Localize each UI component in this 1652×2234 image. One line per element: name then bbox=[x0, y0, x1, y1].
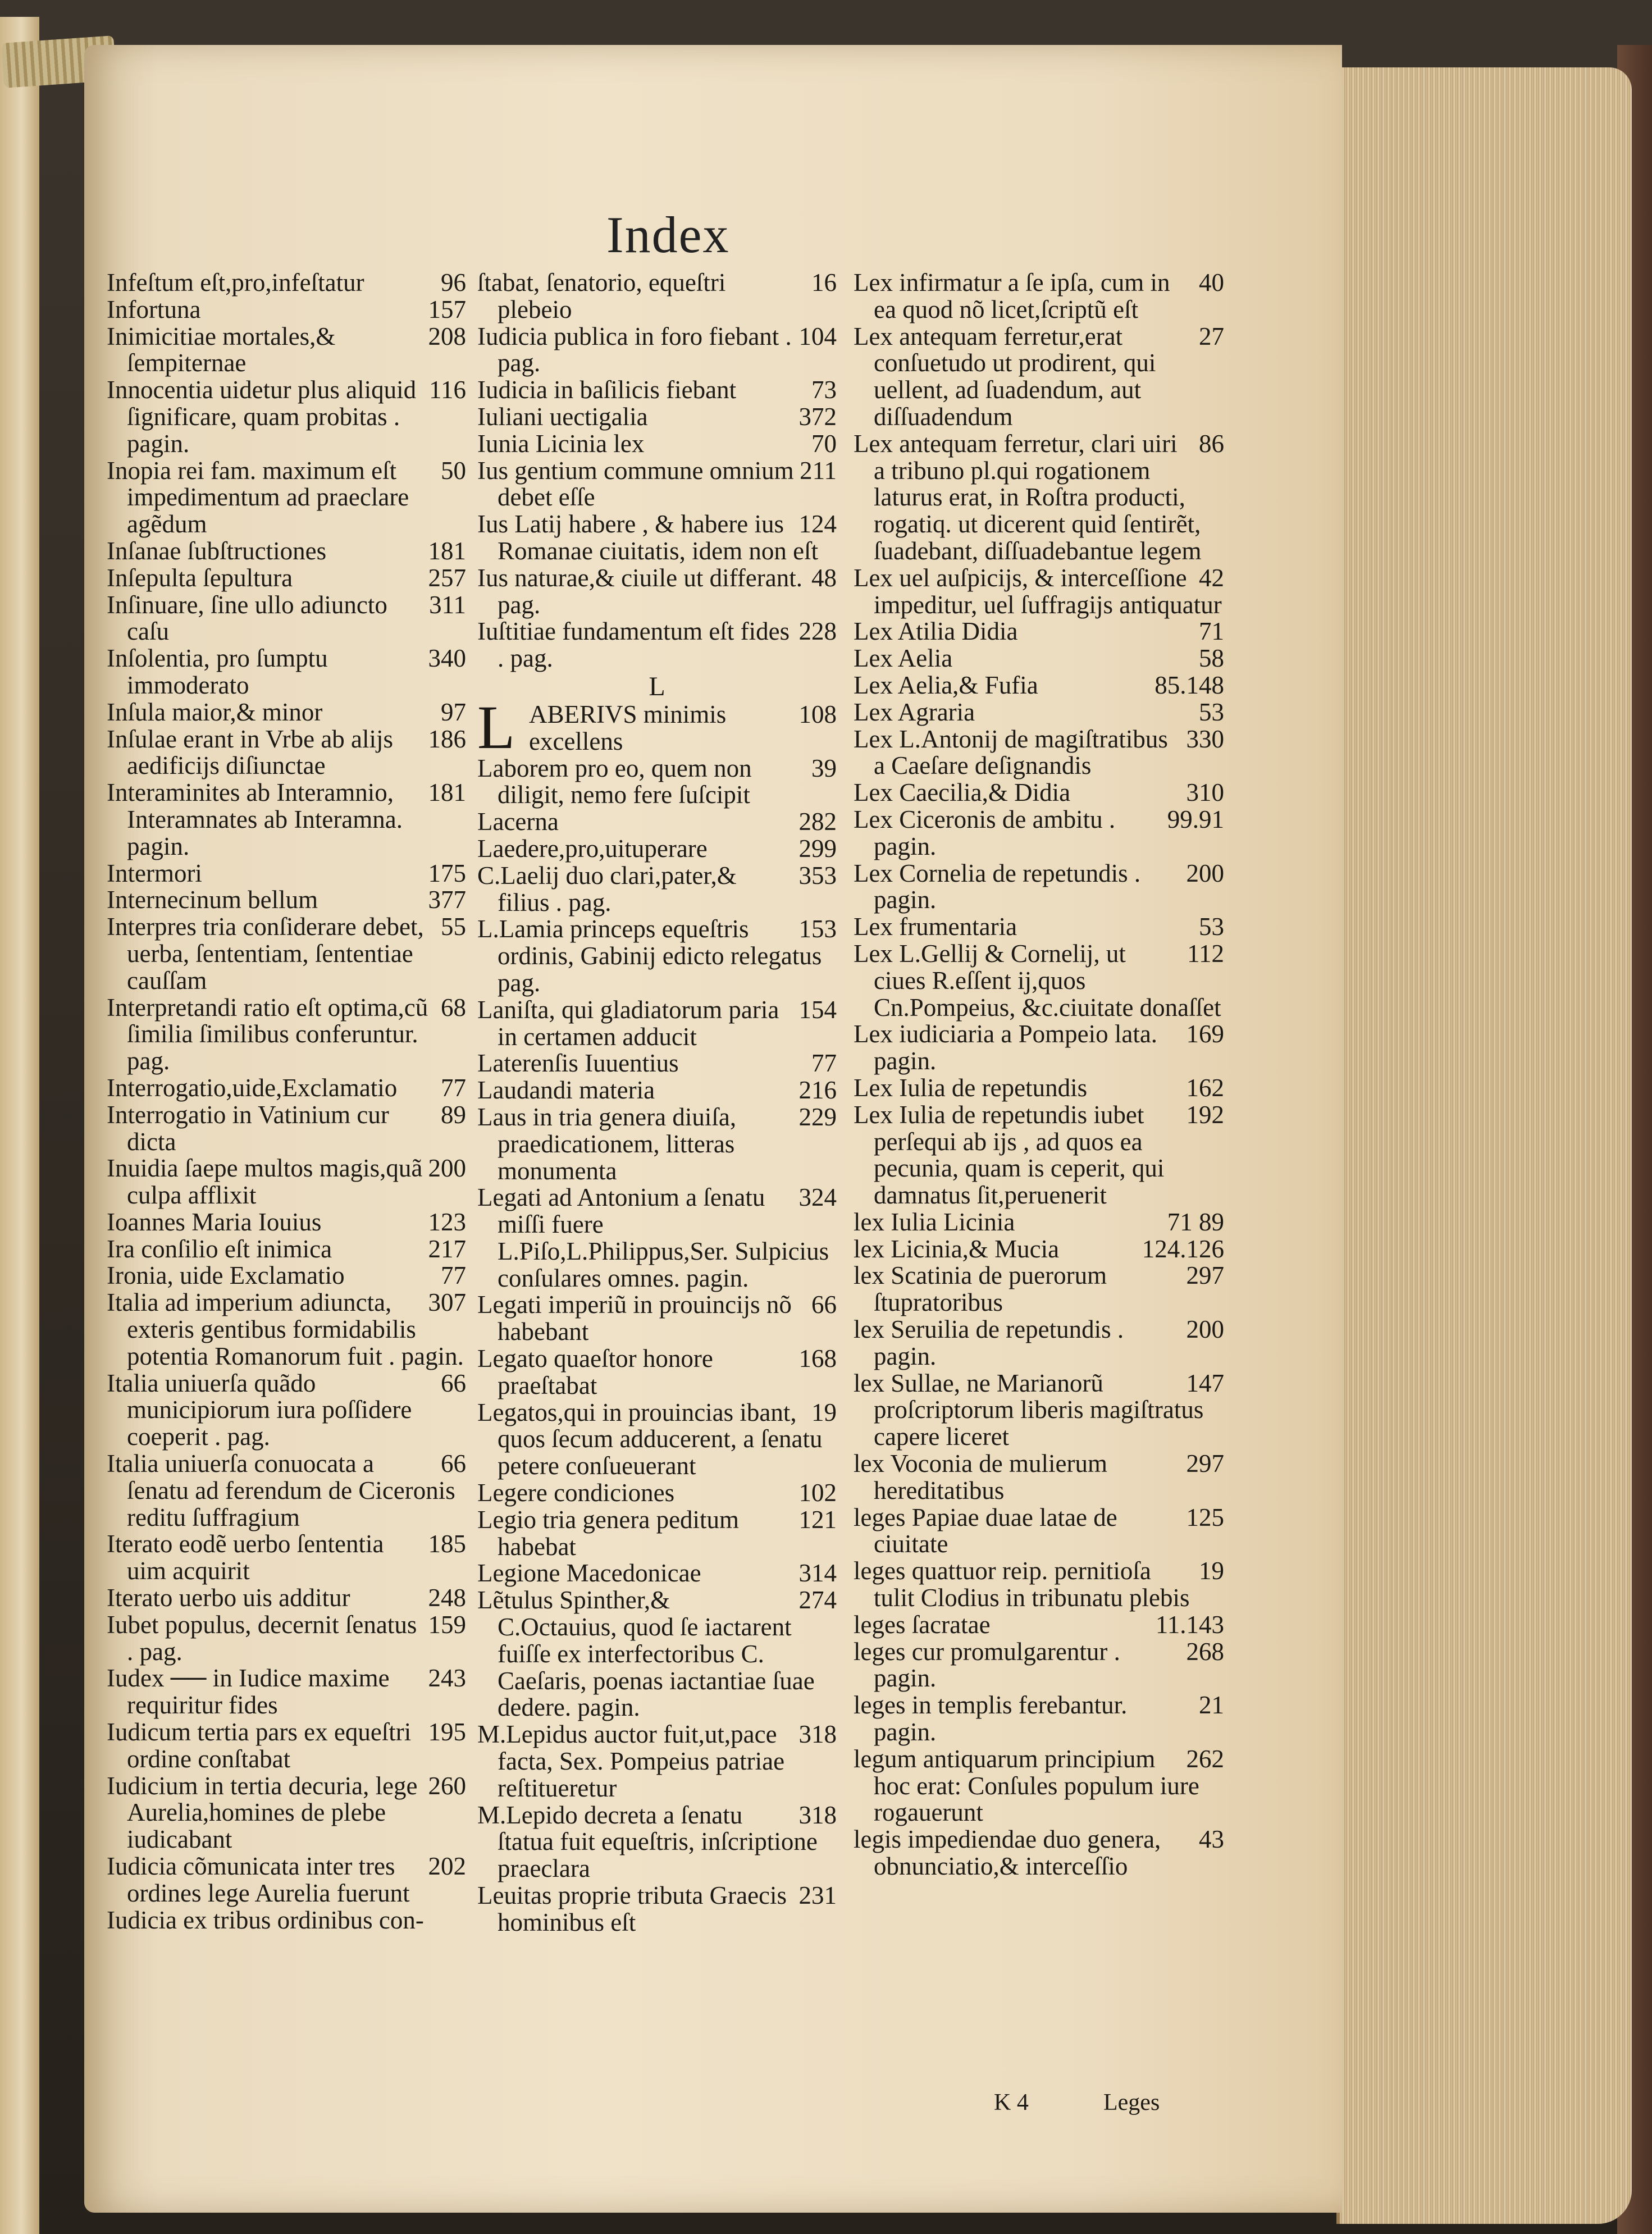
index-entry-dropcap bbox=[477, 692, 837, 762]
entry-text: Laedere,pro,uituperare bbox=[477, 834, 708, 863]
index-entry bbox=[854, 1451, 1224, 1504]
index-entry bbox=[107, 1853, 466, 1907]
page-reference: 307 bbox=[428, 1288, 466, 1317]
index-entry bbox=[854, 1316, 1224, 1370]
entry-text: Legatos,qui in prouincias ibant, quos ſecum adducerent, a ſenatu petere conſueuerant bbox=[477, 1398, 823, 1480]
index-entry bbox=[477, 431, 837, 458]
entry-text: Iuliani uectigalia bbox=[477, 402, 648, 431]
page-reference: 66 bbox=[811, 1291, 837, 1319]
index-entry bbox=[477, 377, 837, 404]
index-column-3 bbox=[854, 270, 1224, 1880]
page-reference: 53 bbox=[1199, 913, 1224, 941]
index-column-1 bbox=[107, 270, 466, 1934]
page-reference: 200 bbox=[428, 1154, 466, 1183]
entry-text: Lex Ciceronis de ambitu . pagin. bbox=[854, 805, 1116, 860]
page-reference: 311 bbox=[429, 590, 466, 619]
entry-text: Legio tria genera peditum habebat bbox=[477, 1505, 740, 1561]
entry-text: Lex Iulia de repetundis bbox=[854, 1073, 1088, 1102]
index-entry bbox=[107, 1155, 466, 1209]
entry-text: Iudicia ex tribus ordinibus con- bbox=[107, 1905, 424, 1934]
index-entry bbox=[477, 618, 837, 672]
entry-text: Iudex ── in Iudice maxime requiritur fides bbox=[107, 1664, 390, 1720]
index-entry bbox=[107, 1585, 466, 1612]
index-entry bbox=[854, 1370, 1224, 1451]
entry-text: Inuidia ſaepe multos magis,quã culpa afflixit bbox=[107, 1154, 423, 1210]
page-reference: 77 bbox=[441, 1073, 466, 1102]
page-reference: 372 bbox=[798, 402, 837, 431]
page-reference: 318 bbox=[798, 1800, 837, 1829]
index-entry bbox=[107, 1289, 466, 1370]
index-entry bbox=[477, 511, 837, 565]
index-entry bbox=[107, 1370, 466, 1451]
index-entry bbox=[107, 1262, 466, 1289]
page-reference: 71 89 bbox=[1167, 1207, 1224, 1236]
entry-text: Iubet populus, decernit ſenatus . pag. bbox=[107, 1610, 417, 1666]
page-reference: 21 bbox=[1199, 1691, 1224, 1720]
index-entry bbox=[477, 1184, 837, 1292]
index-entry bbox=[477, 863, 837, 917]
page-reference: 192 bbox=[1186, 1100, 1224, 1129]
entry-text: Lex frumentaria bbox=[854, 913, 1017, 941]
index-entry bbox=[854, 860, 1224, 914]
page-reference: 248 bbox=[428, 1584, 466, 1612]
index-entry bbox=[107, 1907, 466, 1934]
page-reference: 340 bbox=[428, 644, 466, 673]
entry-text: Laterenſis Iuuentius bbox=[477, 1049, 679, 1078]
index-entry bbox=[854, 270, 1224, 323]
page-reference: 200 bbox=[1186, 1315, 1224, 1344]
page-reference: 168 bbox=[798, 1344, 837, 1373]
page-reference: 202 bbox=[428, 1852, 466, 1881]
entry-text: L.Lamia princeps equeſtris ordinis, Gabinij edicto relegatus pag. bbox=[477, 915, 822, 997]
index-column-2 bbox=[477, 270, 837, 1936]
page-reference: 299 bbox=[798, 834, 837, 863]
entry-text: Lex antequam ferretur, clari uiri a tribuno pl.qui rogationem laturus erat, in Roſtra producti, rogatiq. ut dicerent quid ſentirẽt, ſuadebant, diſſuadebantue legem bbox=[854, 429, 1202, 565]
entry-text: Legati ad Antonium a ſenatu miſſi fuere L.Piſo,L.Philippus,Ser. Sulpicius conſulares omnes. pagin. bbox=[477, 1183, 829, 1292]
page-reference: 108 bbox=[798, 700, 837, 728]
page-reference: 112 bbox=[1187, 939, 1224, 968]
page-reference: 262 bbox=[1186, 1744, 1224, 1773]
index-entry bbox=[854, 1102, 1224, 1209]
entry-text: Lẽtulus Spinther,& C.Octauius, quod ſe iactarent fuiſſe ex interfectoribus C. Caeſaris, poenas iactantiae ſuae dedere. pagin. bbox=[477, 1586, 815, 1722]
entry-text: Legato quaeſtor honore praeſtabat bbox=[477, 1344, 713, 1399]
page-reference: 73 bbox=[811, 376, 837, 404]
index-entry bbox=[854, 1692, 1224, 1746]
page-reference: 282 bbox=[798, 808, 837, 836]
index-entry bbox=[477, 1292, 837, 1346]
entry-text: Inimicitiae mortales,& ſempiternae bbox=[107, 322, 336, 377]
index-entry bbox=[854, 1612, 1224, 1639]
index-entry bbox=[107, 779, 466, 860]
page-reference: 229 bbox=[798, 1102, 837, 1131]
index-entry bbox=[854, 672, 1224, 699]
page-reference: 195 bbox=[428, 1718, 466, 1747]
index-entry bbox=[107, 995, 466, 1075]
entry-text: Iudicia publica in foro fiebant . pag. bbox=[477, 322, 792, 377]
entry-text: Inſinuare, ſine ullo adiuncto caſu bbox=[107, 590, 387, 646]
index-entry bbox=[854, 1021, 1224, 1075]
drop-cap: L bbox=[477, 692, 515, 762]
index-entry bbox=[107, 1075, 466, 1102]
page-reference: 48 bbox=[811, 563, 837, 592]
page-reference: 89 bbox=[441, 1100, 466, 1129]
entry-text: Inſepulta ſepultura bbox=[107, 563, 293, 592]
index-entry bbox=[107, 1612, 466, 1666]
entry-text: Leuitas proprie tributa Graecis hominibus eſt bbox=[477, 1881, 787, 1936]
page-reference: 16 bbox=[811, 268, 837, 297]
index-entry bbox=[477, 458, 837, 512]
section-letter-heading: L bbox=[649, 671, 665, 701]
index-entry bbox=[477, 1077, 837, 1104]
page-reference: 169 bbox=[1186, 1020, 1224, 1048]
entry-text: Interrogatio in Vatinium cur dicta bbox=[107, 1100, 389, 1156]
entry-text: Lex L.Gellij & Cornelij, ut ciues R.eſſent ij,quos Cn.Pompeius, &c.ciuitate donaſſet bbox=[854, 939, 1221, 1022]
index-entry bbox=[854, 914, 1224, 941]
index-entry bbox=[854, 941, 1224, 1021]
entry-text: lex Sullae, ne Marianorũ proſcriptorum liberis magiſtratus capere liceret bbox=[854, 1369, 1204, 1451]
entry-text: Lex Cornelia de repetundis . pagin. bbox=[854, 859, 1141, 914]
index-entry bbox=[854, 1504, 1224, 1558]
entry-text: Iterato uerbo uis additur bbox=[107, 1584, 350, 1612]
index-entry bbox=[107, 1719, 466, 1773]
entry-text: legis impediendae duo genera, obnunciatio,& interceſſio bbox=[854, 1825, 1161, 1881]
entry-text: ſtabat, ſenatorio, equeſtri plebeio bbox=[477, 268, 726, 323]
page-reference: 97 bbox=[441, 697, 466, 726]
index-entry bbox=[107, 645, 466, 699]
page-reference: 274 bbox=[798, 1586, 837, 1615]
index-entry bbox=[477, 1480, 837, 1507]
entry-text: Italia ad imperium adiuncta, exteris gentibus formidabilis potentia Romanorum fuit . pagin. bbox=[107, 1288, 464, 1370]
page-reference: 231 bbox=[798, 1881, 837, 1910]
entry-text: Lex iudiciaria a Pompeio lata. pagin. bbox=[854, 1020, 1158, 1075]
page-reference: 40 bbox=[1199, 268, 1224, 297]
index-entry bbox=[107, 726, 466, 780]
entry-text: Inſula maior,& minor bbox=[107, 697, 323, 726]
index-entry bbox=[854, 1075, 1224, 1102]
entry-text: Lex uel auſpicijs, & interceſſione impeditur, uel ſuffragijs antiquatur bbox=[854, 563, 1222, 619]
entry-text: Italia uniuerſa conuocata a ſenatu ad ferendum de Ciceronis reditu ſuffragium bbox=[107, 1449, 455, 1531]
page-reference: 147 bbox=[1186, 1369, 1224, 1397]
entry-text: Ironia, uide Exclamatio bbox=[107, 1261, 345, 1290]
entry-text: C.Laelij duo clari,pater,& filius . pag. bbox=[477, 861, 737, 917]
page-reference: 377 bbox=[428, 886, 466, 914]
page-reference: 268 bbox=[1186, 1637, 1224, 1666]
page-reference: 181 bbox=[428, 778, 466, 807]
index-entry bbox=[107, 914, 466, 994]
index-entry bbox=[854, 565, 1224, 619]
index-entry bbox=[107, 887, 466, 914]
entry-text: Ira conſilio eſt inimica bbox=[107, 1234, 332, 1263]
index-entry bbox=[477, 1882, 837, 1936]
page-reference: 77 bbox=[811, 1049, 837, 1078]
index-entry bbox=[107, 297, 466, 323]
page-reference: 121 bbox=[798, 1505, 837, 1534]
page-reference: 50 bbox=[441, 456, 466, 485]
page-reference: 159 bbox=[428, 1610, 466, 1639]
entry-text: Interaminites ab Interamnio, Interamnates ab Interamna. pagin. bbox=[107, 778, 403, 860]
entry-text: leges quattuor reip. pernitioſa tulit Clodius in tribunatu plebis bbox=[854, 1557, 1190, 1612]
entry-text: Iudicia in baſilicis fiebant bbox=[477, 376, 737, 404]
entry-text: Italia uniuerſa quãdo municipiorum iura poſſidere coeperit . pag. bbox=[107, 1369, 412, 1451]
index-entry bbox=[477, 755, 837, 809]
page-reference: 66 bbox=[441, 1369, 466, 1397]
page-reference: 324 bbox=[798, 1183, 837, 1212]
page-reference: 99.91 bbox=[1167, 805, 1224, 833]
index-entry bbox=[854, 645, 1224, 672]
index-entry bbox=[477, 323, 837, 377]
index-entry bbox=[854, 1262, 1224, 1316]
page-reference: 217 bbox=[428, 1234, 466, 1263]
entry-text: Lacerna bbox=[477, 808, 559, 836]
page-reference: 71 bbox=[1199, 617, 1224, 646]
page-reference: 55 bbox=[441, 913, 466, 941]
page-reference: 124 bbox=[798, 510, 837, 539]
entry-text: Interrogatio,uide,Exclamatio bbox=[107, 1073, 398, 1102]
page-reference: 260 bbox=[428, 1771, 466, 1800]
page-reference: 102 bbox=[798, 1479, 837, 1507]
entry-text: Legati imperiũ in prouincijs nõ habebant bbox=[477, 1291, 792, 1346]
index-entry bbox=[107, 270, 466, 297]
page-reference: 185 bbox=[428, 1530, 466, 1558]
page-reference: 86 bbox=[1199, 429, 1224, 458]
entry-text: Inſolentia, pro ſumptu immoderato bbox=[107, 644, 328, 699]
index-entry bbox=[477, 1346, 837, 1399]
page-reference: 243 bbox=[428, 1664, 466, 1693]
entry-text: Lex Agraria bbox=[854, 697, 975, 726]
entry-text: Iuſtitiae fundamentum eſt fides . pag. bbox=[477, 617, 790, 673]
page-reference: 208 bbox=[428, 322, 466, 350]
index-entry bbox=[107, 1665, 466, 1719]
index-entry bbox=[477, 565, 837, 619]
entry-text: lex Scatinia de puerorum ſtupratoribus bbox=[854, 1261, 1107, 1317]
index-entry bbox=[107, 565, 466, 592]
entry-text: Ius naturae,& ciuile ut differant. pag. bbox=[477, 563, 802, 619]
entry-text: M.Lepido decreta a ſenatu ſtatua fuit equeſtris, inſcriptione praeclara bbox=[477, 1800, 818, 1883]
page-reference: 162 bbox=[1186, 1073, 1224, 1102]
index-entry bbox=[477, 1399, 837, 1480]
left-page-edge bbox=[0, 17, 39, 2234]
entry-text: lex Voconia de mulierum hereditatibus bbox=[854, 1449, 1107, 1504]
index-entry bbox=[477, 1104, 837, 1184]
entry-text: Infortuna bbox=[107, 295, 201, 323]
entry-text: Legere condiciones bbox=[477, 1479, 675, 1507]
entry-text: Ioannes Maria Iouius bbox=[107, 1207, 322, 1236]
entry-text: Ius Latij habere , & habere ius Romanae ciuitatis, idem non eſt bbox=[477, 510, 819, 565]
entry-text: Lex Aelia bbox=[854, 644, 953, 673]
index-entry bbox=[477, 1587, 837, 1721]
page-reference: 228 bbox=[798, 617, 837, 646]
entry-text: Ius gentium commune omnium debet eſſe bbox=[477, 456, 794, 512]
index-entry bbox=[107, 592, 466, 646]
entry-text: Internecinum bellum bbox=[107, 886, 318, 914]
page-fore-edge bbox=[1336, 67, 1632, 2224]
page-reference: 96 bbox=[441, 268, 466, 297]
index-entry bbox=[854, 618, 1224, 645]
entry-text: Laniſta, qui gladiatorum paria in certamen adducit bbox=[477, 995, 779, 1051]
entry-text: lex Seruilia de repetundis . pagin. bbox=[854, 1315, 1124, 1370]
index-entry bbox=[854, 323, 1224, 431]
page-reference: 353 bbox=[798, 861, 837, 890]
entry-text: Innocentia uidetur plus aliquid ſignificare, quam probitas . pagin. bbox=[107, 376, 417, 458]
index-entry bbox=[107, 1451, 466, 1531]
entry-text: Inſulae erant in Vrbe ab alijs aedificijs diſiunctae bbox=[107, 724, 394, 780]
page-reference: 53 bbox=[1199, 697, 1224, 726]
index-entry bbox=[854, 699, 1224, 726]
page-reference: 70 bbox=[811, 429, 837, 458]
entry-text: Lex Atilia Didia bbox=[854, 617, 1018, 646]
entry-text: legum antiquarum principium hoc erat: Conſules populum iure rogauerunt bbox=[854, 1744, 1199, 1827]
entry-text: Laborem pro eo, quem non diligit, nemo fere ſuſcipit bbox=[477, 754, 752, 809]
page-reference: 104 bbox=[798, 322, 837, 350]
page-reference: 175 bbox=[428, 859, 466, 887]
page-reference: 297 bbox=[1186, 1449, 1224, 1478]
index-entry bbox=[477, 809, 837, 836]
index-entry bbox=[107, 323, 466, 377]
index-entry bbox=[107, 458, 466, 538]
index-entry bbox=[107, 1773, 466, 1853]
page-reference: 58 bbox=[1199, 644, 1224, 673]
page-reference: 19 bbox=[811, 1398, 837, 1426]
entry-text: ABERIVS minimis excellens bbox=[529, 700, 727, 755]
page-reference: 43 bbox=[1199, 1825, 1224, 1854]
entry-text: lex Licinia,& Mucia bbox=[854, 1234, 1060, 1263]
index-entry bbox=[854, 779, 1224, 806]
page-reference: 153 bbox=[798, 915, 837, 943]
page-reference: 85.148 bbox=[1154, 671, 1224, 699]
index-entry bbox=[854, 1746, 1224, 1826]
index-entry bbox=[107, 860, 466, 887]
signature-mark: K 4 bbox=[994, 2090, 1029, 2116]
page-reference: 123 bbox=[428, 1207, 466, 1236]
index-entry bbox=[477, 1507, 837, 1561]
index-entry bbox=[477, 1560, 837, 1587]
page-reference: 314 bbox=[798, 1559, 837, 1588]
entry-text: Laudandi materia bbox=[477, 1076, 655, 1105]
index-entry bbox=[477, 270, 837, 323]
index-entry bbox=[107, 1236, 466, 1263]
page-reference: 19 bbox=[1199, 1557, 1224, 1585]
entry-text: M.Lepidus auctor fuit,ut,pace facta, Sex. Pompeius patriae reſtitueretur bbox=[477, 1720, 785, 1802]
index-entry bbox=[477, 997, 837, 1051]
index-entry bbox=[854, 1639, 1224, 1693]
index-entry bbox=[107, 538, 466, 565]
index-entry bbox=[477, 404, 837, 431]
page-reference: 330 bbox=[1186, 724, 1224, 753]
index-entry bbox=[854, 1826, 1224, 1880]
catchword: Leges bbox=[1103, 2090, 1160, 2116]
entry-text: Legione Macedonicae bbox=[477, 1559, 701, 1588]
page-reference: 181 bbox=[428, 536, 466, 565]
page-reference: 125 bbox=[1186, 1503, 1224, 1531]
index-entry bbox=[107, 699, 466, 726]
index-entry bbox=[107, 377, 466, 457]
entry-text: Lex L.Antonij de magiſtratibus a Caeſare deſignandis bbox=[854, 724, 1168, 780]
entry-text: leges Papiae duae latae de ciuitate bbox=[854, 1503, 1117, 1558]
entry-text: Lex antequam ferretur,erat conſuetudo ut prodirent, qui uellent, ad ſuadendum, aut diſſuadendum bbox=[854, 322, 1156, 431]
page-reference: 77 bbox=[441, 1261, 466, 1290]
entry-text: leges ſacratae bbox=[854, 1610, 991, 1639]
page-reference: 318 bbox=[798, 1720, 837, 1749]
index-entry bbox=[107, 1531, 466, 1585]
entry-text: Iudicium in tertia decuria, lege Aurelia,homines de plebe iudicabant bbox=[107, 1771, 418, 1854]
page-reference: 39 bbox=[811, 754, 837, 782]
entry-text: Infeſtum eſt,pro,infeſtatur bbox=[107, 268, 364, 297]
index-entry bbox=[854, 1236, 1224, 1263]
index-entry bbox=[854, 431, 1224, 565]
entry-text: Iudicum tertia pars ex equeſtri ordine conſtabat bbox=[107, 1718, 412, 1773]
entry-text: Laus in tria genera diuiſa, praedicationem, litteras monumenta bbox=[477, 1102, 737, 1185]
entry-text: leges in templis ferebantur. pagin. bbox=[854, 1691, 1128, 1747]
entry-text: Interpres tria conſiderare debet, uerba, ſententiam, ſententiae cauſſam bbox=[107, 913, 424, 995]
entry-text: Interpretandi ratio eſt optima,cũ ſimilia ſimilibus conferuntur. pag. bbox=[107, 993, 428, 1075]
index-entry bbox=[477, 1802, 837, 1882]
page-reference: 257 bbox=[428, 563, 466, 592]
index-entry bbox=[854, 1209, 1224, 1236]
entry-text: Lex Caecilia,& Didia bbox=[854, 778, 1071, 807]
entry-text: Intermori bbox=[107, 859, 202, 887]
page-reference: 11.143 bbox=[1155, 1610, 1224, 1639]
index-entry bbox=[854, 1558, 1224, 1612]
entry-text: lex Iulia Licinia bbox=[854, 1207, 1015, 1236]
page-reference: 200 bbox=[1186, 859, 1224, 887]
page-reference: 211 bbox=[800, 456, 837, 485]
page-reference: 42 bbox=[1199, 563, 1224, 592]
index-entry bbox=[477, 836, 837, 863]
entry-text: Lex Iulia de repetundis iubet perſequi ab ijs , ad quos ea pecunia, quam is ceperit, qui damnatus ſit,peruenerit bbox=[854, 1100, 1165, 1210]
index-entry bbox=[854, 726, 1224, 780]
entry-text: Inſanae ſubſtructiones bbox=[107, 536, 327, 565]
entry-text: Lex Aelia,& Fufia bbox=[854, 671, 1038, 699]
entry-text: Inopia rei fam. maximum eſt impedimentum ad praeclare agẽdum bbox=[107, 456, 409, 539]
index-entry bbox=[477, 916, 837, 996]
index-entry bbox=[107, 1209, 466, 1236]
page-reference: 154 bbox=[798, 995, 837, 1024]
entry-text: leges cur promulgarentur . pagin. bbox=[854, 1637, 1120, 1693]
entry-text: Iudicia cõmunicata inter tres ordines lege Aurelia fuerunt bbox=[107, 1852, 410, 1907]
index-entry bbox=[107, 1102, 466, 1156]
page-reference: 124.126 bbox=[1142, 1234, 1224, 1263]
index-entry bbox=[477, 1050, 837, 1077]
entry-text: Iunia Licinia lex bbox=[477, 429, 645, 458]
page-title: Index bbox=[606, 206, 730, 263]
entry-text: Lex infirmatur a ſe ipſa, cum in ea quod nõ licet,ſcriptũ eſt bbox=[854, 268, 1170, 323]
index-entry bbox=[854, 806, 1224, 860]
page-reference: 116 bbox=[429, 376, 466, 404]
index-entry bbox=[477, 1721, 837, 1802]
page-reference: 186 bbox=[428, 724, 466, 753]
page-reference: 310 bbox=[1186, 778, 1224, 807]
entry-text: Iterato eodẽ uerbo ſententia uim acquirit bbox=[107, 1530, 384, 1585]
page-reference: 297 bbox=[1186, 1261, 1224, 1290]
page-reference: 27 bbox=[1199, 322, 1224, 350]
page-reference: 157 bbox=[428, 295, 466, 323]
page-reference: 68 bbox=[441, 993, 466, 1022]
page-reference: 216 bbox=[798, 1076, 837, 1105]
page-reference: 66 bbox=[441, 1449, 466, 1478]
